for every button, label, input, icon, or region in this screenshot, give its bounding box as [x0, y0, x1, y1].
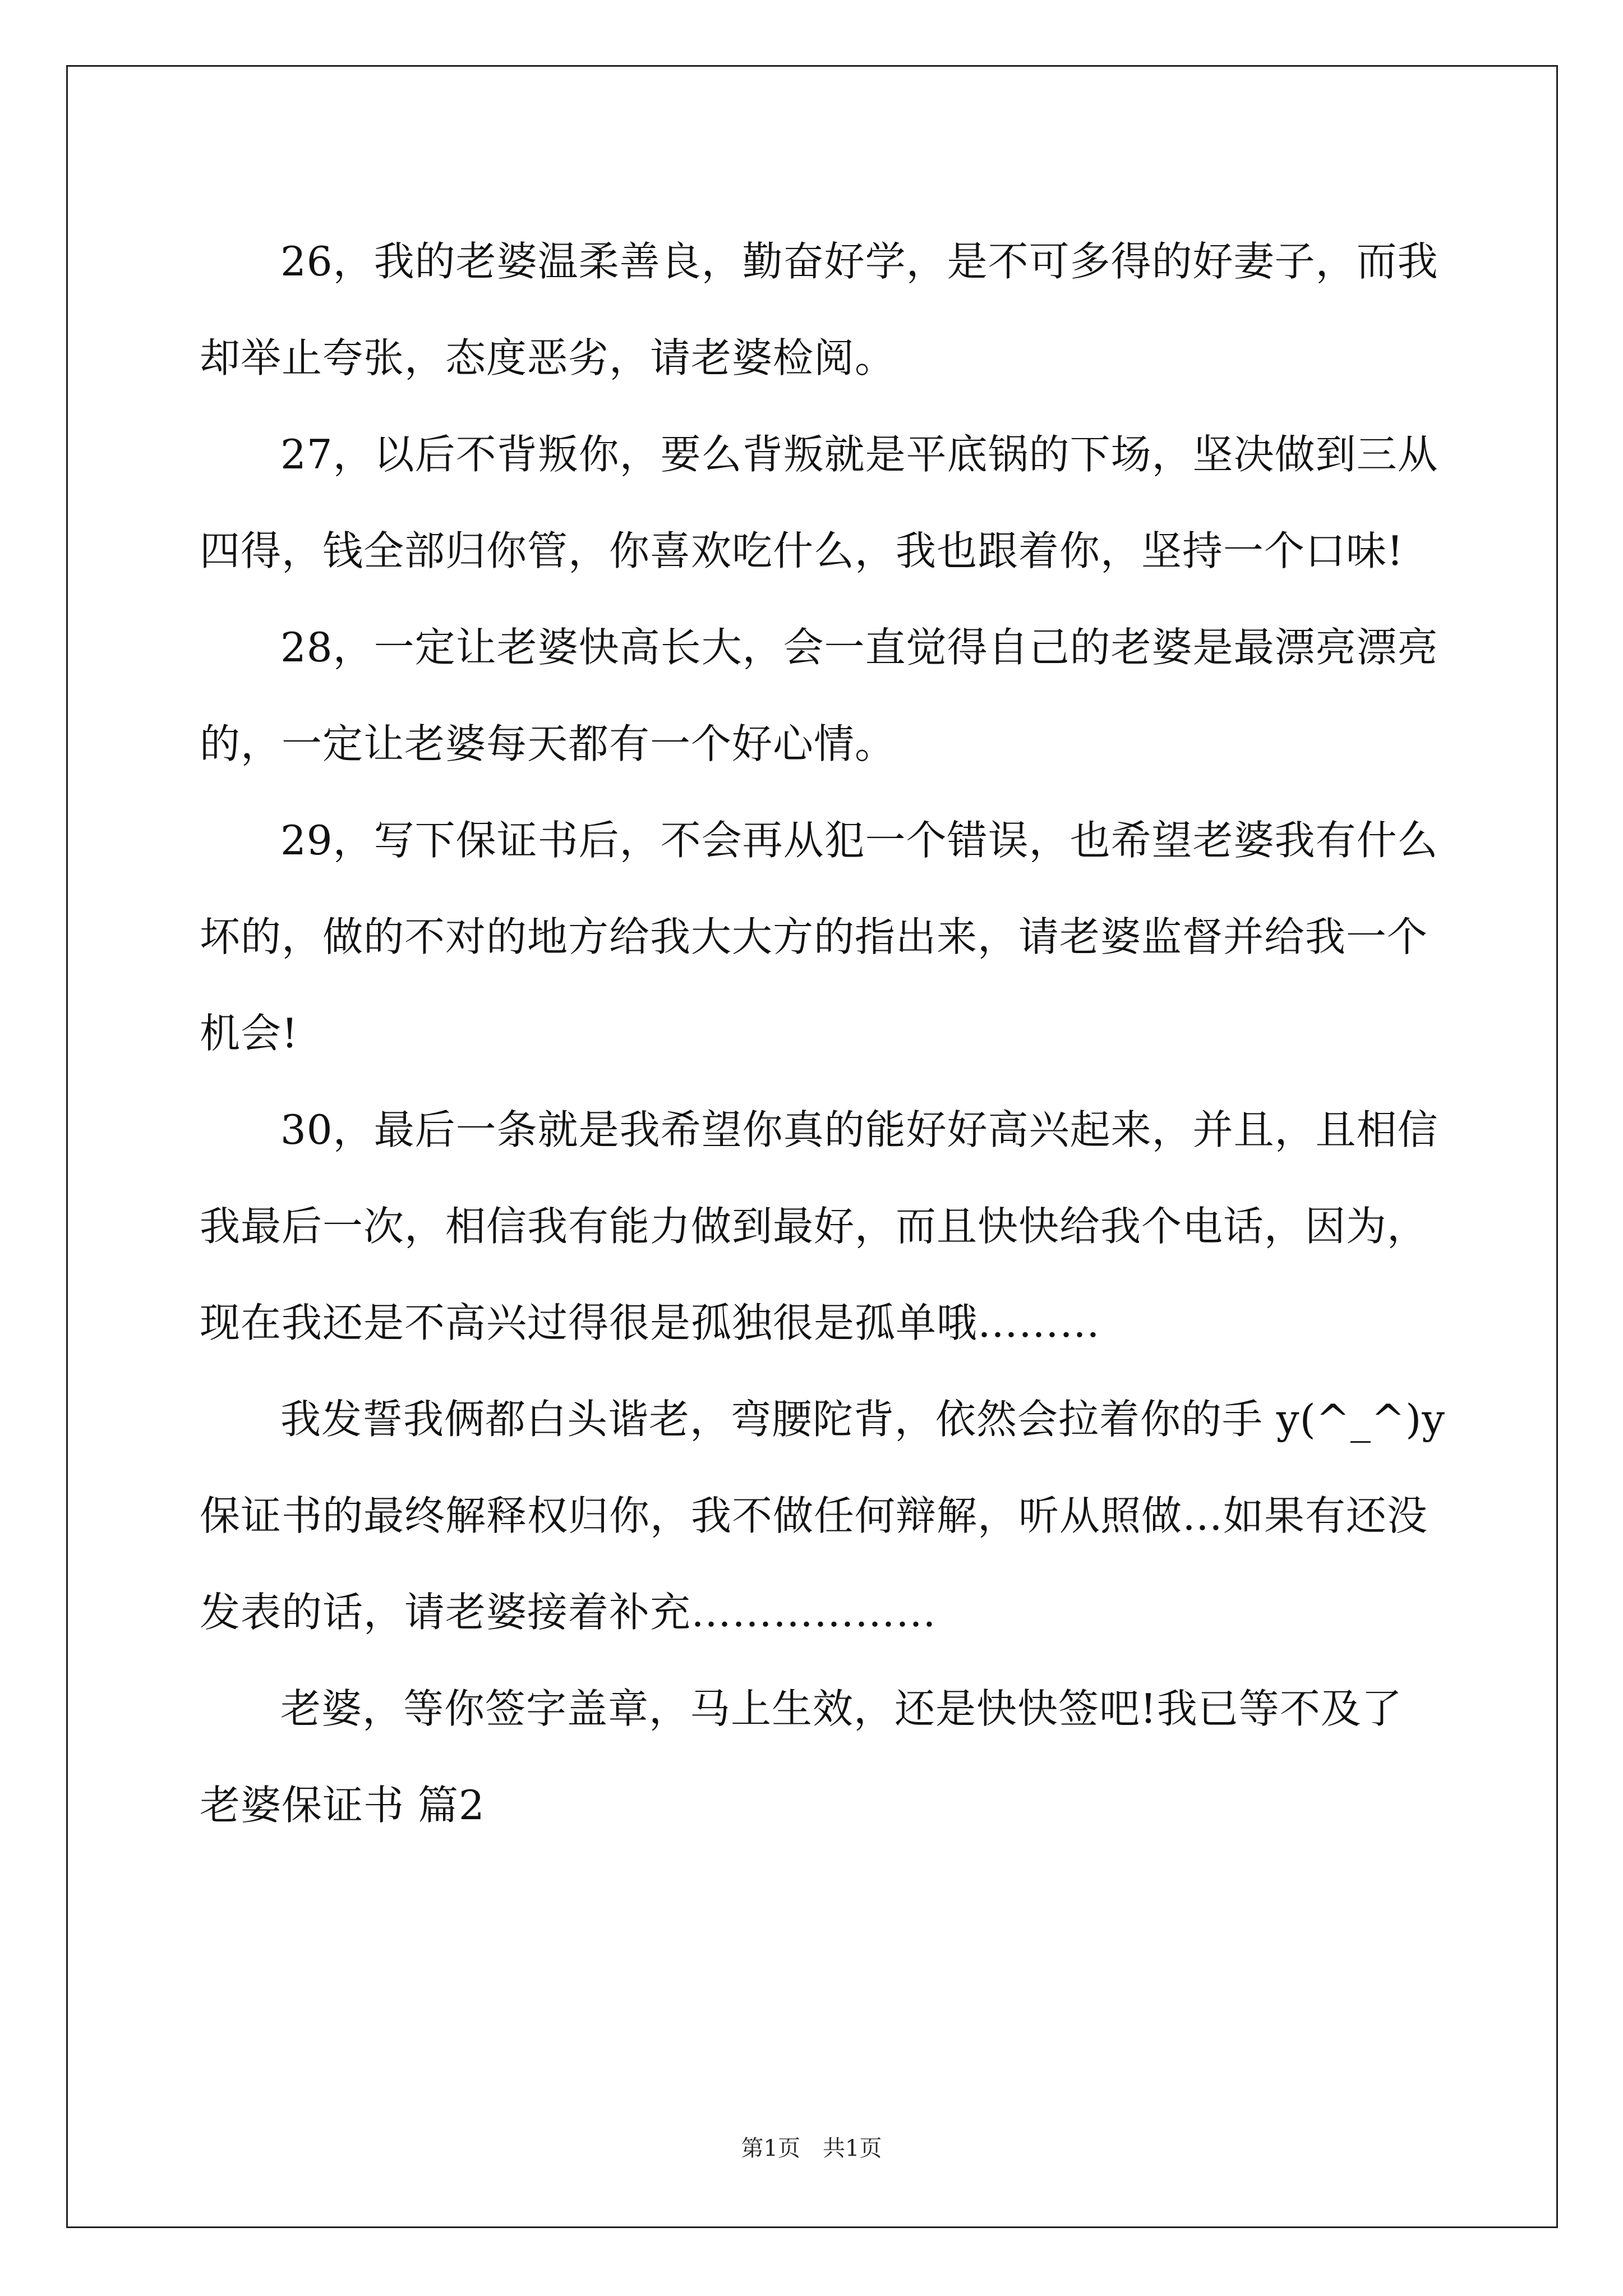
oath-paragraph-line-2: 保证书的最终解释权归你，我不做任何辩解，听从照做…如果有还没: [200, 1492, 1428, 1539]
oath-paragraph-line-3: 发表的话，请老婆接着补充………………: [200, 1589, 937, 1636]
paragraph-29-line-1: 29，写下保证书后，不会再从犯一个错误，也希望老婆我有什么: [280, 817, 1438, 864]
section-heading: 老婆保证书 篇2: [200, 1782, 485, 1829]
paragraph-29-line-2: 坏的，做的不对的地方给我大大方的指出来，请老婆监督并给我一个: [200, 913, 1428, 960]
paragraph-30-line-2: 我最后一次，相信我有能力做到最好，而且快快给我个电话，因为，: [200, 1203, 1428, 1250]
paragraph-26-line-2: 却举止夸张，态度恶劣，请老婆检阅。: [200, 334, 896, 381]
paragraph-26-line-1: 26，我的老婆温柔善良，勤奋好学，是不可多得的好妻子，而我: [280, 238, 1438, 285]
paragraph-28-line-2: 的，一定让老婆每天都有一个好心情。: [200, 720, 896, 767]
paragraph-30-line-1: 30，最后一条就是我希望你真的能好好高兴起来，并且，且相信: [280, 1106, 1438, 1153]
paragraph-30-line-3: 现在我还是不高兴过得很是孤独很是孤单哦………: [200, 1299, 1101, 1346]
paragraph-28-line-1: 28，一定让老婆快高长大，会一直觉得自己的老婆是最漂亮漂亮: [280, 624, 1438, 671]
paragraph-29-line-3: 机会!: [200, 1010, 298, 1057]
oath-paragraph-line-1: 我发誓我俩都白头谐老，弯腰陀背，依然会拉着你的手 y(^_^)y: [280, 1396, 1446, 1443]
page-number-footer: 第1页 共1页: [741, 2136, 882, 2161]
paragraph-27-line-1: 27，以后不背叛你，要么背叛就是平底锅的下场，坚决做到三从: [280, 431, 1438, 478]
document-body: [200, 213, 1446, 1853]
closing-paragraph-line-1: 老婆，等你签字盖章，马上生效，还是快快签吧!我已等不及了: [280, 1685, 1403, 1732]
paragraph-27-line-2: 四得，钱全部归你管，你喜欢吃什么，我也跟着你，坚持一个口味!: [200, 527, 1404, 574]
